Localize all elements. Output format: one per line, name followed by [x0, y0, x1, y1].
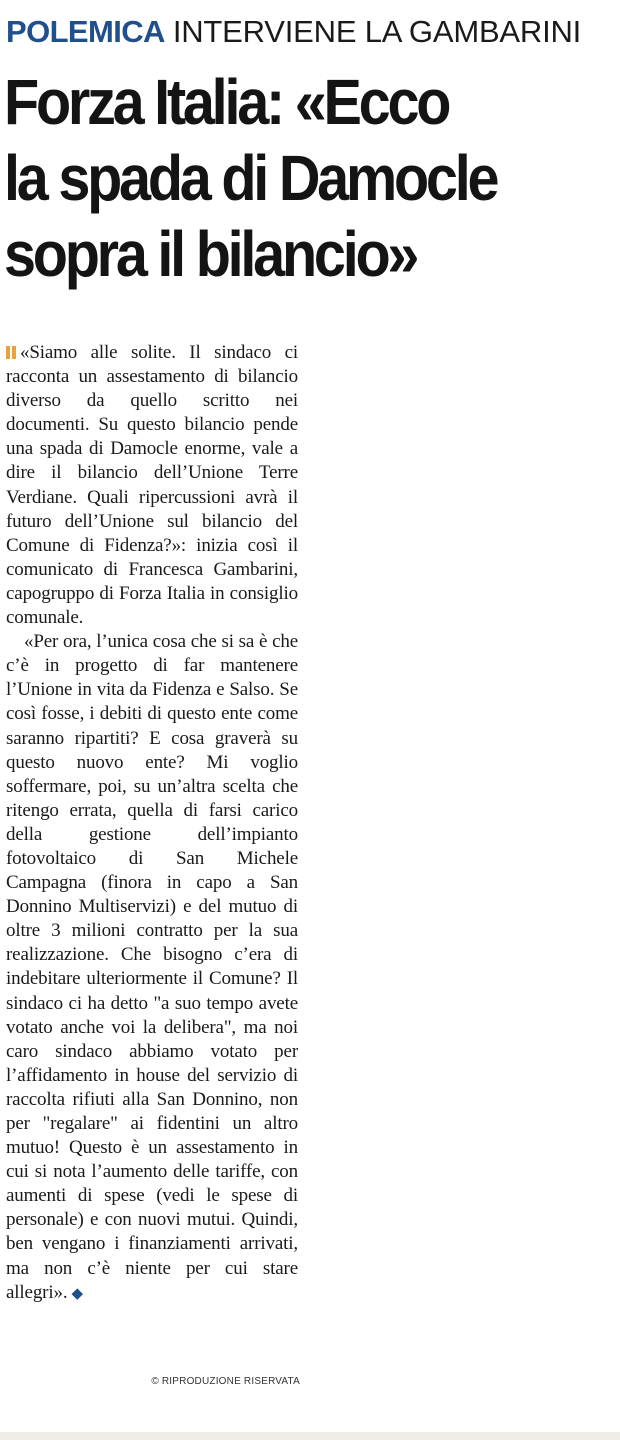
paragraph-marker-icon [6, 346, 16, 359]
kicker-line [6, 14, 616, 50]
paragraph-1-text: «Siamo alle solite. Il sindaco ci racconta un assestamento di bilancio diverso da quello scritto nei documenti. Su questo bilancio pende una spada di Damocle enorme, vale a dire il bilancio dell’Unione Terre Verdiane. Quali ripercussioni avrà il futuro dell’Unione sul bilancio del Comune di Fidenza?»: inizia così il comunicato di Francesca Gambarini, capogruppo di Forza Italia in consiglio comunale. [6, 342, 298, 629]
end-diamond-icon: ◆ [71, 1285, 83, 1302]
copyright-notice: © RIPRODUZIONE RISERVATA [151, 1376, 300, 1387]
headline-line-2: la spada di Damocle [4, 142, 497, 214]
kicker-subtitle: INTERVIENE LA GAMBARINI [172, 14, 582, 49]
headline [4, 64, 555, 292]
article-paragraph-1 [6, 341, 298, 630]
bottom-divider [0, 1432, 620, 1440]
headline-line-1: Forza Italia: «Ecco [4, 66, 449, 138]
article-body [6, 341, 298, 1306]
paragraph-2-text: «Per ora, l’unica cosa che si sa è che c’è in progetto di far mantenere l’Unione in vita da Fidenza e Salso. Se così fosse, i debiti di questo ente come saranno ripartiti? E cosa graverà su questo nuovo ente? Mi voglio soffermare, poi, su un’altra scelta che ritengo errata, quella di farsi carico della gestione dell’impianto fotovoltaico di San Michele Campagna (finora in capo a San Donnino Multiservizi) e del mutuo di oltre 3 milioni contratto per la sua realizzazione. Che bisogno c’era di indebitare ulteriormente il Comune? Il sindaco ci ha detto "a suo tempo avete votato anche voi la delibera", ma noi caro sindaco abbiamo votato per l’affidamento in house del servizio di raccolta rifiuti alla San Donnino, non per "regalare" ai fidentini un altro mutuo! Questo è un assestamento in cui si nota l’aumento delle tariffe, con aumenti di spese (vedi le spese di personale) e con nuovi mutui. Quindi, ben vengano i finanziamenti arrivati, ma non c’è niente per cui stare allegri». [6, 631, 298, 1303]
section-label: POLEMICA [6, 14, 165, 49]
article-paragraph-2 [6, 630, 298, 1306]
headline-line-3: sopra il bilancio» [4, 218, 417, 290]
